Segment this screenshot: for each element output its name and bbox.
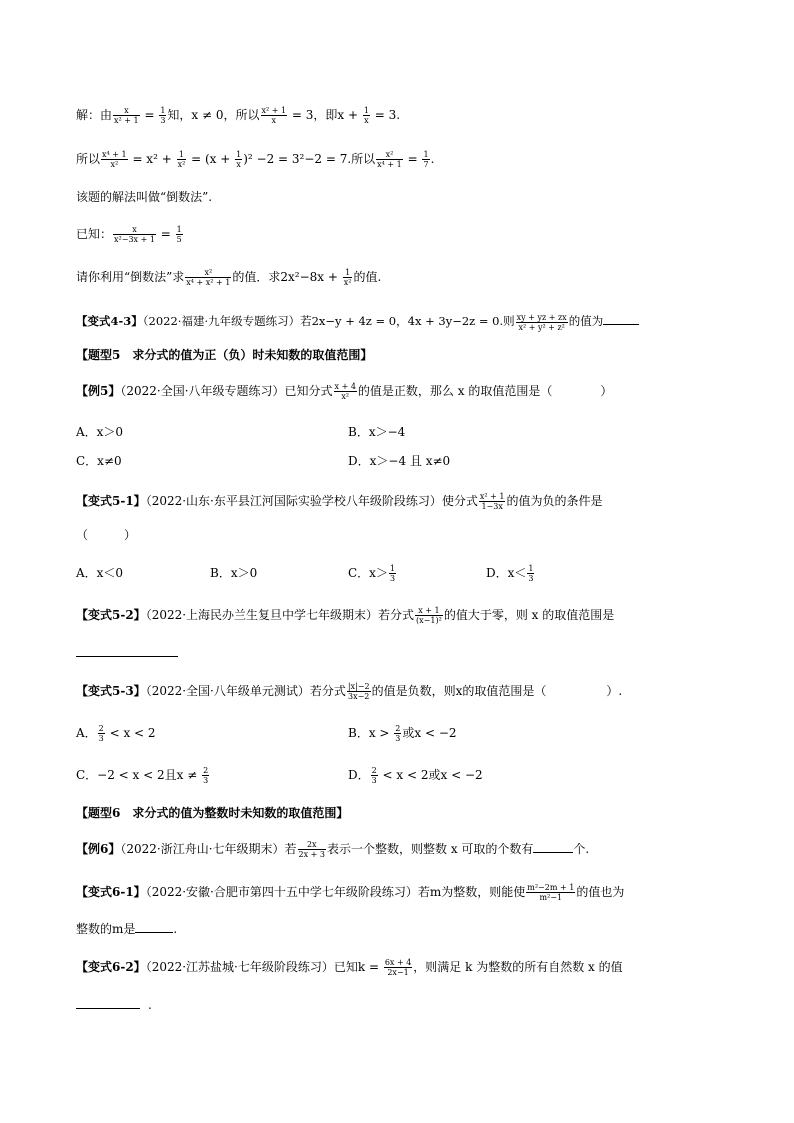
option-b[interactable]: B．x＞−4 <box>348 425 406 439</box>
option-a[interactable]: A．x＞0 <box>76 425 124 439</box>
answer-paren: （ ） <box>76 528 137 542</box>
fraction: $\frac{1}{7}$ <box>423 150 429 169</box>
option-c[interactable]: C．x≠0 <box>76 454 122 468</box>
solution-line-1: 解：由 $\frac{x}{\text{x² + 1}}$ = $\frac{1}{3}$ 知，x ≠ 0，所以 $\frac{\text{x² + 1}}{x}$ = 3，即x + $\frac{1}{x}$ = 3. <box>76 106 401 125</box>
fraction: $\frac{2}{3}$ <box>98 724 104 743</box>
question-6-1: 【变式6-1】（2022·安徽·合肥市第四十五中学七年级阶段练习）若m为整数，则能使 $\frac{\text{m²−2m + 1}}{\text{m²−1}}$ 的值也为 <box>76 883 625 902</box>
fraction: $\frac{1}{3}$ <box>160 106 166 125</box>
question-5-1: 【变式5-1】（2022·山东·东平县江河国际实验学校八年级阶段练习）使分式 $\frac{\text{x² + 1}}{1-3x}$ 的值为负的条件是 <box>76 492 603 511</box>
option-c[interactable]: C．−2 < x < 2且x ≠ $\frac{2}{3}$ <box>76 766 209 785</box>
question-5-3: 【变式5-3】（2022·全国·八年级单元测试）若分式 $\frac{|x|-2}{3x-2}$ 的值是负数，则x的取值范围是（ ）. <box>76 682 623 701</box>
text: 解：由 <box>76 108 113 122</box>
fraction: $\frac{1}{x}$ <box>236 150 242 169</box>
fraction: $\frac{x + 4}{\text{x²}}$ <box>334 382 356 401</box>
answer-blank[interactable] <box>603 312 639 325</box>
fraction: $\frac{2}{3}$ <box>395 724 401 743</box>
given-line: 已知： $\frac{x}{\text{x²−3x + 1}}$ = $\frac{1}{5}$ <box>76 225 182 244</box>
fraction: $\frac{x}{\text{x²−3x + 1}}$ <box>114 225 155 244</box>
fraction: $\frac{\text{x² + 1}}{1-3x}$ <box>479 492 505 511</box>
answer-blank[interactable] <box>76 996 140 1009</box>
fraction: $\frac{1}{x}$ <box>363 106 369 125</box>
option-c[interactable]: C．x＞ $\frac{1}{3}$ <box>348 564 396 583</box>
fraction: $\frac{\text{x²}}{\text{x⁴ + x² + 1}}$ <box>186 268 231 287</box>
option-d[interactable]: D． $\frac{2}{3}$ < x < 2或x < −2 <box>348 766 483 785</box>
option-a[interactable]: A． $\frac{2}{3}$ < x < 2 <box>76 724 156 743</box>
fraction: $\frac{1}{\text{x²}}$ <box>177 150 186 169</box>
fraction: $\frac{1}{5}$ <box>176 225 182 244</box>
fraction: $\frac{2}{3}$ <box>203 766 209 785</box>
question-6-2: 【变式6-2】（2022·江苏盐城·七年级阶段练习）已知k = $\frac{6x + 4}{2x-1}$ ，则满足 k 为整数的所有自然数 x 的值 <box>76 958 623 977</box>
fraction: $\frac{\text{x² + 1}}{x}$ <box>261 106 287 125</box>
answer-blank-line[interactable] <box>76 644 178 662</box>
solution-line-2: 所以 $\frac{\text{x⁴ + 1}}{\text{x²}}$ = x² + $\frac{1}{\text{x²}}$ = (x + $\frac{1}{x}$ )² −2 = 3²−2 = 7.所以 $\frac{\text{x²}}{\text{x⁴ + 1}}$ = $\frac{1}{7}$ . <box>76 150 435 169</box>
example-5: 【例5】（2022·全国·八年级专题练习）已知分式 $\frac{x + 4}{\text{x²}}$ 的值是正数，那么 x 的取值范围是（ ） <box>76 382 613 401</box>
fraction: $\frac{\text{m²−2m + 1}}{\text{m²−1}}$ <box>527 883 575 902</box>
task-line: 请你利用“倒数法”求 $\frac{\text{x²}}{\text{x⁴ + x² + 1}}$ 的值．求2x²−8x + $\frac{1}{\text{x²}}$ 的值. <box>76 268 382 287</box>
fraction: $\frac{|x|-2}{3x-2}$ <box>347 682 370 701</box>
question-6-1-cont: 整数的m是 . <box>76 922 178 936</box>
fraction: $\frac{1}{3}$ <box>528 564 534 583</box>
fraction: $\frac{xy + yz + zx}{\text{x² + y² + z²}}$ <box>516 312 567 332</box>
solution-line-3: 该题的解法叫做“倒数法”. <box>76 190 213 204</box>
fraction: $\frac{\text{x⁴ + 1}}{\text{x²}}$ <box>102 150 127 169</box>
fraction: $\frac{2x}{2x + 3}$ <box>298 840 326 859</box>
fraction: $\frac{1}{\text{x²}}$ <box>343 268 352 287</box>
option-b[interactable]: B．x > $\frac{2}{3}$ 或x < −2 <box>348 724 457 743</box>
answer-blank[interactable] <box>76 644 178 657</box>
option-d[interactable]: D．x＞−4 且 x≠0 <box>348 454 451 468</box>
example-6: 【例6】（2022·浙江舟山·七年级期末）若 $\frac{2x}{2x + 3}$ 表示一个整数，则整数 x 可取的个数有 个. <box>76 840 590 859</box>
fraction: $\frac{\text{x²}}{\text{x⁴ + 1}}$ <box>377 150 402 169</box>
answer-blank[interactable] <box>533 840 573 853</box>
fraction: $\frac{x}{\text{x² + 1}}$ <box>114 106 139 125</box>
option-a[interactable]: A．x＜0 <box>76 566 124 580</box>
section-heading-5: 【题型5 求分式的值为正（负）时未知数的取值范围】 <box>76 348 373 362</box>
section-heading-6: 【题型6 求分式的值为整数时未知数的取值范围】 <box>76 806 349 820</box>
option-d[interactable]: D．x＜ $\frac{1}{3}$ <box>486 564 534 583</box>
fraction: $\frac{x + 1}{\text{(x−1)²}}$ <box>416 606 442 625</box>
fraction: $\frac{2}{3}$ <box>371 766 377 785</box>
answer-blank[interactable] <box>135 920 173 933</box>
question-5-2: 【变式5-2】（2022·上海民办兰生复旦中学七年级期末）若分式 $\frac{x + 1}{\text{(x−1)²}}$ 的值大于零，则 x 的取值范围是 <box>76 606 615 625</box>
option-b[interactable]: B．x＞0 <box>210 566 258 580</box>
fraction: $\frac{1}{3}$ <box>389 564 396 583</box>
fraction: $\frac{6x + 4}{2x-1}$ <box>384 958 412 977</box>
question-6-2-cont: . <box>76 996 152 1014</box>
question-4-3: 【变式4-3】（2022·福建·九年级专题练习）若2x−y + 4z = 0，4x + 3y−2z = 0.则 $\frac{xy + yz + zx}{\text{x² + y² + z²}}$ 的值为 <box>76 312 639 332</box>
